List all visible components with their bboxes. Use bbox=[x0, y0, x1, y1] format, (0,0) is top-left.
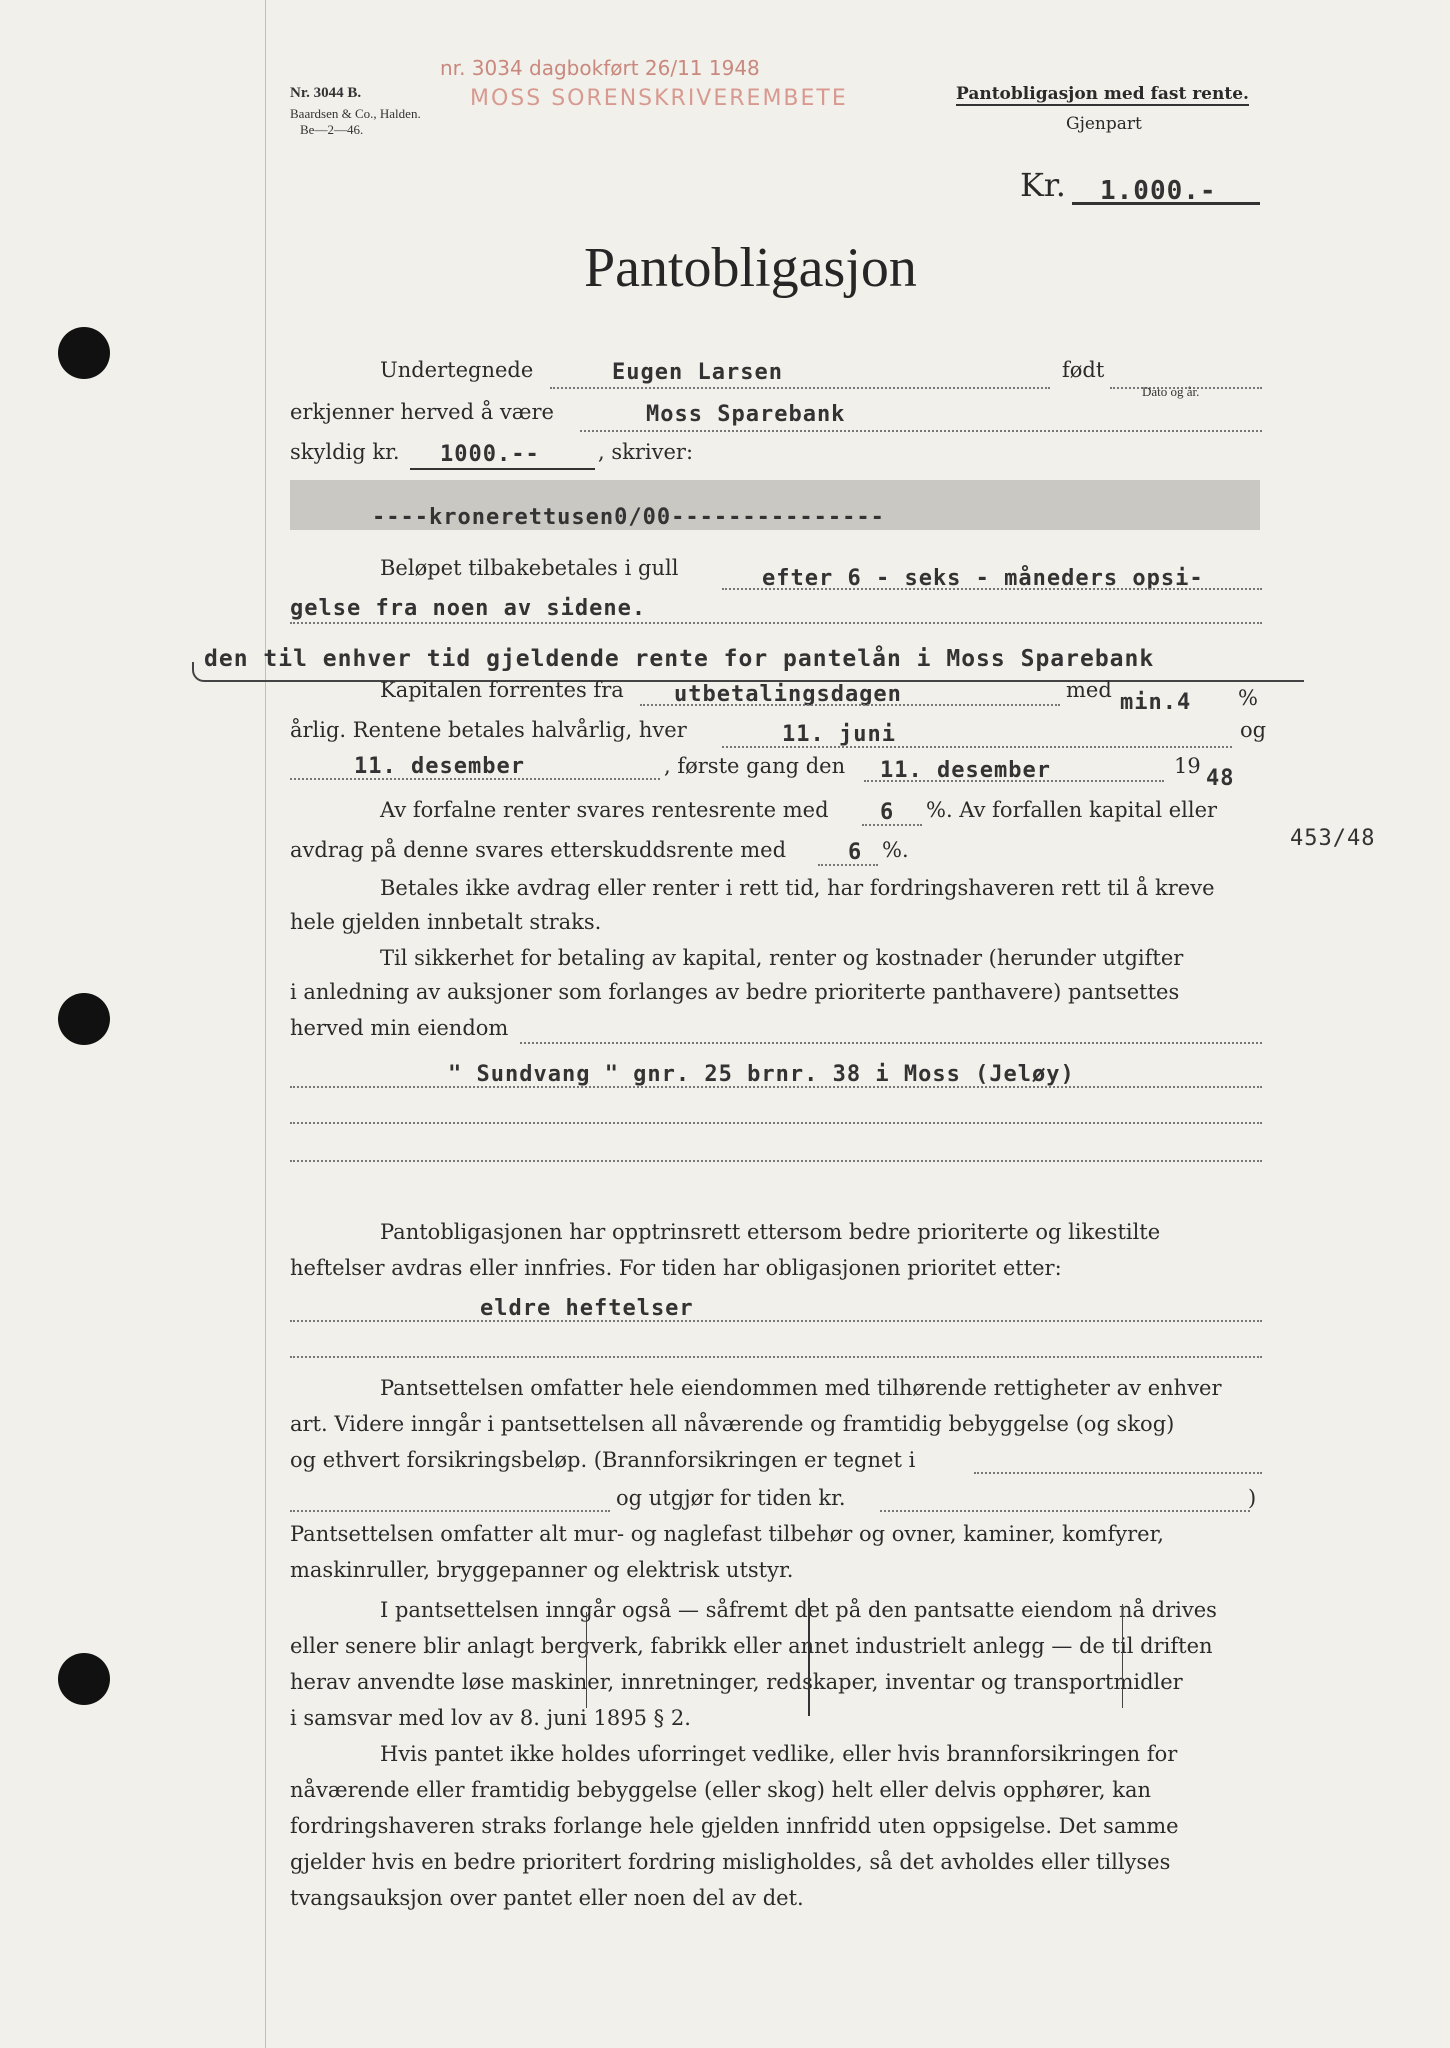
property-dotline-2 bbox=[290, 1122, 1262, 1124]
installment-dotline bbox=[818, 864, 878, 866]
rate-percent: % bbox=[1238, 686, 1258, 710]
maintenance-text-3: fordringshaveren straks forlange hele gjelden innfridd uten oppsigelse. Det samme bbox=[290, 1814, 1179, 1838]
undersigned-dotline bbox=[550, 387, 1050, 389]
installment-pct: %. bbox=[882, 838, 909, 862]
amount-underline bbox=[1072, 202, 1260, 205]
priority-dotline-2 bbox=[290, 1356, 1262, 1358]
year-prefix: 19 bbox=[1174, 754, 1201, 778]
default-text-1: Betales ikke avdrag eller renter i rett tid, har fordringshaveren rett til å kreve bbox=[380, 876, 1215, 900]
creditor-value: Moss Sparebank bbox=[646, 402, 846, 427]
repayment-label: Beløpet tilbakebetales i gull bbox=[380, 556, 679, 580]
copy-label: Gjenpart bbox=[1066, 114, 1142, 134]
property-dotline-3 bbox=[290, 1160, 1262, 1162]
first-date-dotline bbox=[864, 780, 1164, 782]
overdue-interest-text: Av forfalne renter svares rentesrente med bbox=[380, 798, 829, 822]
scope-text-1: Pantsettelsen omfatter hele eiendommen med tilhørende rettigheter av enhver bbox=[380, 1376, 1222, 1400]
priority-dotline-1 bbox=[290, 1320, 1262, 1322]
document-title: Pantobligasjon bbox=[584, 237, 917, 299]
owes-value: 1000.-- bbox=[440, 442, 540, 467]
capital-dotline bbox=[640, 704, 1060, 706]
installment-text: avdrag på denne svares etterskuddsrente med bbox=[290, 838, 787, 862]
print-code: Be—2—46. bbox=[300, 122, 364, 137]
scope-text-4-end: ) bbox=[1248, 1486, 1257, 1510]
maintenance-text-4: gjelder hvis en bedre prioritert fordring misligholdes, så det avholdes eller tillyses bbox=[290, 1850, 1171, 1874]
capital-from-value: utbetalingsdagen bbox=[674, 682, 902, 707]
date-year-label: Dato og år. bbox=[1142, 384, 1200, 399]
creditor-dotline bbox=[580, 430, 1262, 432]
form-number: Nr. 3044 B. bbox=[290, 85, 362, 101]
writes-label: , skriver: bbox=[598, 440, 694, 464]
interest-inserted-line: den til enhver tid gjeldende rente for pantelån i Moss Sparebank bbox=[204, 646, 1155, 672]
repayment-value-1: efter 6 - seks - måneders opsi- bbox=[762, 566, 1204, 591]
punch-hole-middle bbox=[58, 993, 110, 1045]
pen-mark-tick-1 bbox=[586, 1612, 587, 1708]
scope-text-3: og ethvert forsikringsbeløp. (Brannforsikringen er tegnet i bbox=[290, 1448, 916, 1472]
document-type: Pantobligasjon med fast rente. bbox=[956, 84, 1249, 104]
amount-in-words: ----kronerettusen0/00--------------- bbox=[372, 505, 885, 530]
security-text-3: herved min eiendom bbox=[290, 1016, 509, 1040]
amount-label: Kr. bbox=[1020, 166, 1066, 204]
insurance-amount-dotline-a bbox=[290, 1510, 610, 1512]
repayment-value-2: gelse fra noen av sidene. bbox=[290, 596, 647, 621]
born-label: født bbox=[1062, 358, 1105, 382]
owes-label: skyldig kr. bbox=[290, 440, 400, 464]
default-text-2: hele gjelden innbetalt straks. bbox=[290, 910, 602, 934]
first-time-label: , første gang den bbox=[664, 754, 846, 778]
first-payment-date: 11. desember bbox=[880, 758, 1051, 783]
insurance-amount-dotline-b bbox=[880, 1510, 1250, 1512]
overdue-rate: 6 bbox=[880, 800, 895, 825]
repayment-dotline-2 bbox=[290, 622, 1262, 624]
priority-text-1: Pantobligasjonen har opptrinsrett ettersom bedre prioriterte og likestilte bbox=[380, 1220, 1161, 1244]
margin-note: 453/48 bbox=[1290, 826, 1376, 851]
fixtures-text-2: maskinruller, bryggepanner og elektrisk utstyr. bbox=[290, 1558, 794, 1582]
fixtures-text-1: Pantsettelsen omfatter alt mur- og naglefast tilbehør og ovner, kaminer, komfyrer, bbox=[290, 1522, 1164, 1546]
industry-text-3: herav anvendte løse maskiner, innretninger, redskaper, inventar og transportmidler bbox=[290, 1670, 1183, 1694]
printer-name: Baardsen & Co., Halden. bbox=[290, 106, 421, 121]
payment-date-2: 11. desember bbox=[354, 754, 525, 779]
maintenance-text-5: tvangsauksjon over pantet eller noen del av det. bbox=[290, 1886, 804, 1910]
punch-hole-bottom bbox=[58, 1653, 110, 1705]
pen-mark-tick-2 bbox=[1122, 1604, 1123, 1708]
med-label: med bbox=[1066, 678, 1112, 702]
overdue-capital-text: %. Av forfallen kapital eller bbox=[926, 798, 1218, 822]
property-dotline-0 bbox=[520, 1042, 1262, 1044]
priority-value: eldre heftelser bbox=[480, 1296, 694, 1321]
og-label: og bbox=[1240, 718, 1267, 742]
date2-dotline bbox=[290, 778, 660, 780]
capital-label: Kapitalen forrentes fra bbox=[380, 678, 624, 702]
scope-text-4: og utgjør for tiden kr. bbox=[616, 1486, 846, 1510]
payment-date-1: 11. juni bbox=[782, 722, 896, 747]
annual-text: årlig. Rentene betales halvårlig, hver bbox=[290, 718, 687, 742]
left-margin-rule bbox=[265, 0, 266, 2048]
industry-text-2: eller senere blir anlagt bergverk, fabrikk eller annet industrielt anlegg — de til driften bbox=[290, 1634, 1213, 1658]
date1-dotline bbox=[722, 746, 1232, 748]
priority-text-2: heftelser avdras eller innfries. For tiden har obligasjonen prioritet etter: bbox=[290, 1256, 1062, 1280]
property-value: " Sundvang " gnr. 25 brnr. 38 i Moss (Jeløy) bbox=[448, 1062, 1075, 1087]
scope-text-2: art. Videre inngår i pantsettelsen all nåværende og framtidig bebyggelse (og skog) bbox=[290, 1412, 1175, 1436]
insurance-dotline bbox=[974, 1472, 1262, 1474]
punch-hole-top bbox=[58, 327, 110, 379]
office-stamp: MOSS SORENSKRIVEREMBETE bbox=[470, 86, 848, 111]
undersigned-label: Undertegnede bbox=[380, 358, 534, 382]
security-text-2: i anledning av auksjoner som forlanges av bedre prioriterte panthavere) pantsettes bbox=[290, 980, 1180, 1004]
overdue-rate-dotline bbox=[862, 824, 922, 826]
undersigned-value: Eugen Larsen bbox=[612, 360, 783, 385]
repayment-dotline-1 bbox=[722, 588, 1262, 590]
property-dotline-1 bbox=[290, 1086, 1262, 1088]
maintenance-text-1: Hvis pantet ikke holdes uforringet vedlike, eller hvis brannforsikringen for bbox=[380, 1742, 1178, 1766]
year-suffix: 48 bbox=[1206, 766, 1235, 791]
security-text-1: Til sikkerhet for betaling av kapital, renter og kostnader (herunder utgifter bbox=[380, 946, 1184, 970]
pen-mark-bracket bbox=[808, 1598, 810, 1716]
industry-text-4: i samsvar med lov av 8. juni 1895 § 2. bbox=[290, 1706, 691, 1730]
acknowledge-label: erkjenner herved å være bbox=[290, 400, 554, 424]
maintenance-text-2: nåværende eller framtidig bebyggelse (eller skog) helt eller delvis opphører, kan bbox=[290, 1778, 1152, 1802]
amount-value: 1.000.- bbox=[1100, 176, 1217, 206]
rate-value: min.4 bbox=[1120, 690, 1192, 715]
journal-stamp: nr. 3034 dagbokført 26/11 1948 bbox=[440, 56, 760, 80]
owes-underline bbox=[410, 468, 595, 470]
installment-rate: 6 bbox=[848, 840, 863, 865]
industry-text-1: I pantsettelsen inngår også — såfremt det på den pantsatte eiendom nå drives bbox=[380, 1598, 1217, 1622]
interest-inserted-bracket bbox=[192, 662, 1304, 682]
